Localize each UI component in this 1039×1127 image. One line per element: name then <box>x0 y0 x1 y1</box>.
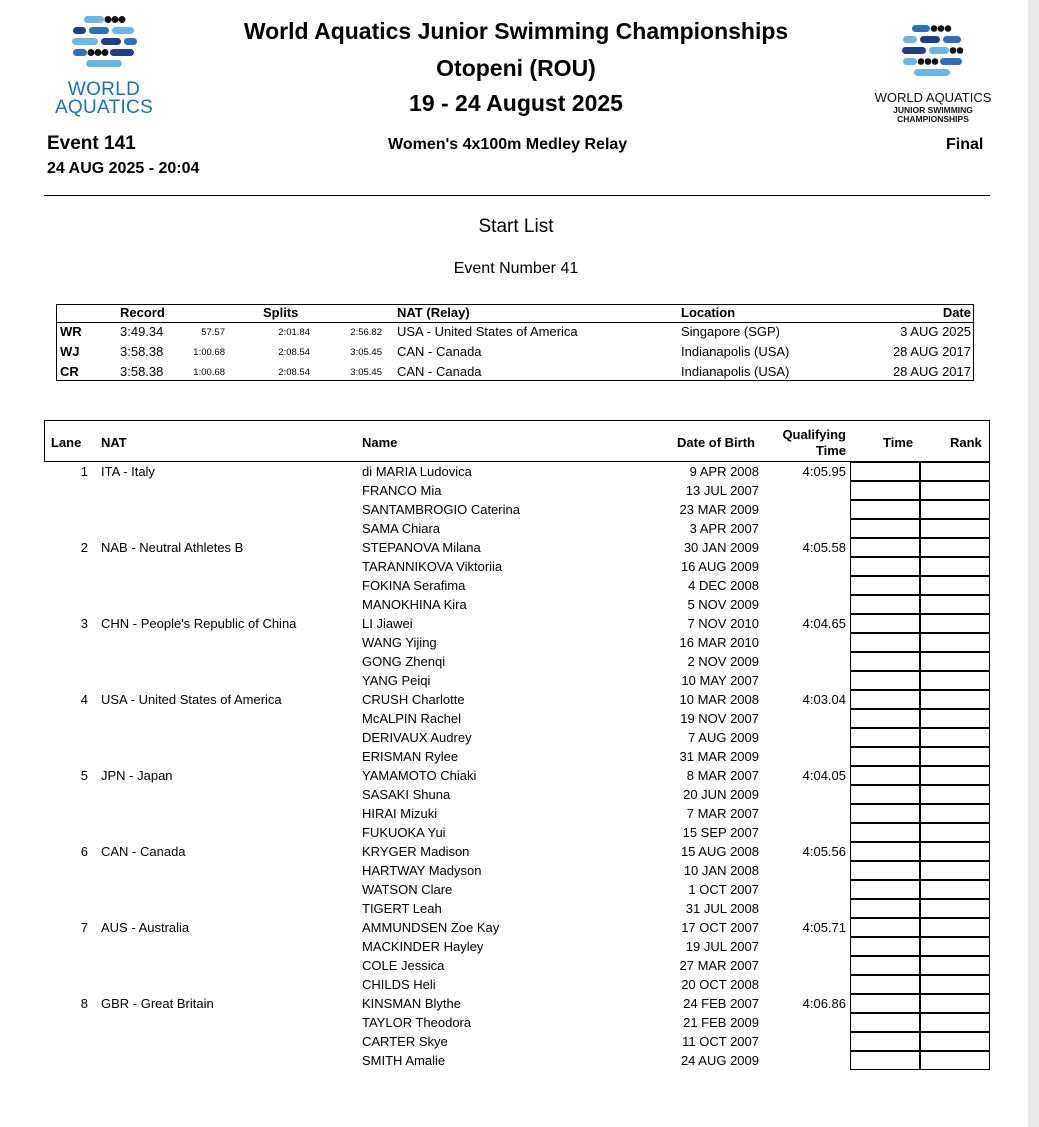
header-rank: Rank <box>950 435 982 450</box>
record-code: WJ <box>60 344 80 359</box>
swimmer-dob: 27 MAR 2007 <box>679 958 759 973</box>
rank-entry-box <box>920 538 990 557</box>
rank-entry-box <box>920 1032 990 1051</box>
records-header-divider <box>57 322 973 323</box>
header-name: Name <box>362 435 398 450</box>
world-aquatics-logo <box>40 12 168 117</box>
swimmer-name: KRYGER Madison <box>362 844 470 859</box>
time-entry-box <box>850 576 920 595</box>
swimmer-name: WATSON Clare <box>362 882 453 897</box>
swimmer-dob: 13 JUL 2007 <box>685 483 759 498</box>
lane-number: 2 <box>80 540 88 555</box>
team-nat: CAN - Canada <box>101 844 186 859</box>
team-nat: NAB - Neutral Athletes B <box>101 540 244 555</box>
swimmer-dob: 20 OCT 2008 <box>681 977 759 992</box>
qualifying-time: 4:05.58 <box>802 540 846 555</box>
time-entry-box <box>850 500 920 519</box>
record-nat: CAN - Canada <box>397 364 482 379</box>
lane-number: 7 <box>80 920 88 935</box>
time-entry-box <box>850 595 920 614</box>
swimmer-dob: 21 FEB 2009 <box>683 1015 759 1030</box>
rank-entry-box <box>920 519 990 538</box>
rank-entry-box <box>920 576 990 595</box>
swimmer-name: SAMA Chiara <box>362 521 441 536</box>
championship-title: World Aquatics Junior Swimming Championships <box>243 18 789 44</box>
team-nat: AUS - Australia <box>101 920 190 935</box>
time-entry-box <box>850 823 920 842</box>
rank-entry-box <box>920 956 990 975</box>
time-entry-box <box>850 557 920 576</box>
table-row <box>44 804 990 823</box>
time-entry-box <box>850 481 920 500</box>
header-qualifying-time: Time <box>815 443 846 458</box>
rank-entry-box <box>920 994 990 1013</box>
rank-entry-box <box>920 861 990 880</box>
record-code: CR <box>60 364 79 379</box>
team-nat: CHN - People's Republic of China <box>101 616 297 631</box>
swimmer-name: CRUSH Charlotte <box>362 692 465 707</box>
table-row <box>44 1032 990 1051</box>
record-location: Singapore (SGP) <box>681 324 780 339</box>
record-time: 3:49.34 <box>120 324 164 339</box>
time-entry-box <box>850 690 920 709</box>
records-header-splits: Splits <box>263 305 299 320</box>
rank-entry-box <box>920 614 990 633</box>
time-entry-box <box>850 709 920 728</box>
swimmer-dob: 5 NOV 2009 <box>687 597 759 612</box>
swimmer-dob: 10 MAY 2007 <box>681 673 759 688</box>
swimmer-name: FRANCO Mia <box>362 483 442 498</box>
qualifying-time: 4:05.56 <box>802 844 846 859</box>
table-row <box>44 690 990 709</box>
table-row <box>44 462 990 481</box>
time-entry-box <box>850 785 920 804</box>
time-entry-box <box>850 842 920 861</box>
record-split-3: 3:05.45 <box>350 347 382 358</box>
swimmer-dob: 15 AUG 2008 <box>680 844 759 859</box>
record-date: 28 AUG 2017 <box>892 364 971 379</box>
swimmer-dob: 8 MAR 2007 <box>686 768 759 783</box>
time-entry-box <box>850 899 920 918</box>
table-row <box>44 576 990 595</box>
swimmer-name: CARTER Skye <box>362 1034 448 1049</box>
swimmer-name: FOKINA Serafima <box>362 578 466 593</box>
swimmer-dob: 16 MAR 2010 <box>679 635 759 650</box>
rank-entry-box <box>920 899 990 918</box>
table-row <box>44 633 990 652</box>
table-row <box>44 595 990 614</box>
swimmer-name: FUKUOKA Yui <box>362 825 446 840</box>
record-time: 3:58.38 <box>120 344 164 359</box>
record-time: 3:58.38 <box>120 364 164 379</box>
swimmer-name: ERISMAN Rylee <box>362 749 459 764</box>
swimmer-dob: 3 APR 2007 <box>689 521 759 536</box>
record-split-1: 1:00.68 <box>193 367 225 378</box>
header-nat: NAT <box>101 435 127 450</box>
swimmer-name: TAYLOR Theodora <box>362 1015 472 1030</box>
event-name: Women's 4x100m Medley Relay <box>388 136 628 153</box>
logo-text-world: WORLD <box>67 79 141 100</box>
swimmer-name: LI Jiawei <box>362 616 413 631</box>
swimmer-dob: 2 NOV 2009 <box>687 654 759 669</box>
time-entry-box <box>850 766 920 785</box>
qualifying-time: 4:05.71 <box>802 920 846 935</box>
records-header-location: Location <box>681 305 736 320</box>
time-entry-box <box>850 462 920 481</box>
time-entry-box <box>850 652 920 671</box>
rank-entry-box <box>920 804 990 823</box>
rank-entry-box <box>920 481 990 500</box>
swimmer-dob: 30 JAN 2009 <box>683 540 759 555</box>
swimmer-name: SANTAMBROGIO Caterina <box>362 502 520 517</box>
time-entry-box <box>850 519 920 538</box>
table-row <box>44 557 990 576</box>
time-entry-box <box>850 614 920 633</box>
table-row <box>44 481 990 500</box>
swimmer-name: CHILDS Heli <box>362 977 436 992</box>
swimmer-dob: 24 FEB 2007 <box>683 996 759 1011</box>
time-entry-box <box>850 538 920 557</box>
header-lane: Lane <box>51 435 82 450</box>
record-split-1: 57.57 <box>201 327 225 338</box>
time-entry-box <box>850 1051 920 1070</box>
time-entry-box <box>850 728 920 747</box>
swimmer-name: MACKINDER Hayley <box>362 939 484 954</box>
record-split-2: 2:08.54 <box>278 367 310 378</box>
swimmer-dob: 7 AUG 2009 <box>688 730 759 745</box>
time-entry-box <box>850 1032 920 1051</box>
team-nat: USA - United States of America <box>101 692 282 707</box>
record-split-2: 2:01.84 <box>278 327 310 338</box>
record-location: Indianapolis (USA) <box>681 344 790 359</box>
rank-entry-box <box>920 880 990 899</box>
start-list-title: Start List <box>478 216 554 237</box>
swimmer-name: YAMAMOTO Chiaki <box>362 768 477 783</box>
table-row <box>44 747 990 766</box>
table-row <box>44 975 990 994</box>
lane-number: 6 <box>80 844 88 859</box>
rank-entry-box <box>920 785 990 804</box>
swimmer-name: COLE Jessica <box>362 958 445 973</box>
header-qualifying: Qualifying <box>782 427 846 442</box>
table-row <box>44 861 990 880</box>
qualifying-time: 4:06.86 <box>802 996 846 1011</box>
swimmer-dob: 10 MAR 2008 <box>679 692 759 707</box>
time-entry-box <box>850 956 920 975</box>
rank-entry-box <box>920 462 990 481</box>
records-header-nat: NAT (Relay) <box>397 305 470 320</box>
swimmer-name: KINSMAN Blythe <box>362 996 461 1011</box>
rank-entry-box <box>920 766 990 785</box>
rank-entry-box <box>920 671 990 690</box>
swimmer-dob: 9 APR 2008 <box>689 464 759 479</box>
swimmer-name: GONG Zhenqi <box>362 654 446 669</box>
rank-entry-box <box>920 709 990 728</box>
world-aquatics-logo-icon <box>70 12 140 74</box>
header-dob: Date of Birth <box>677 435 755 450</box>
event-phase: Final <box>946 136 984 153</box>
swimmer-dob: 10 JAN 2008 <box>683 863 759 878</box>
time-entry-box <box>850 861 920 880</box>
swimmer-name: SMITH Amalie <box>362 1053 446 1068</box>
time-entry-box <box>850 975 920 994</box>
rank-entry-box <box>920 975 990 994</box>
swimmer-dob: 23 MAR 2009 <box>679 502 759 517</box>
rank-entry-box <box>920 557 990 576</box>
time-entry-box <box>850 994 920 1013</box>
table-row <box>44 1013 990 1032</box>
swimmer-name: TIGERT Leah <box>362 901 442 916</box>
swimmer-name: YANG Peiqi <box>362 673 431 688</box>
rank-entry-box <box>920 937 990 956</box>
swimmer-dob: 20 JUN 2009 <box>683 787 759 802</box>
time-entry-box <box>850 633 920 652</box>
team-nat: GBR - Great Britain <box>101 996 214 1011</box>
swimmer-dob: 31 MAR 2009 <box>679 749 759 764</box>
swimmer-dob: 7 MAR 2007 <box>686 806 759 821</box>
event-datetime: 24 AUG 2025 - 20:04 <box>47 160 200 177</box>
swimmer-dob: 24 AUG 2009 <box>680 1053 759 1068</box>
rank-entry-box <box>920 595 990 614</box>
swimmer-name: McALPIN Rachel <box>362 711 461 726</box>
team-nat: JPN - Japan <box>101 768 173 783</box>
swimmer-name: WANG Yijing <box>362 635 437 650</box>
swimmer-dob: 17 OCT 2007 <box>681 920 759 935</box>
records-header-record: Record <box>120 305 165 320</box>
swimmer-dob: 31 JUL 2008 <box>685 901 759 916</box>
event-number-line: Event Number 41 <box>453 260 579 277</box>
rank-entry-box <box>920 500 990 519</box>
rank-entry-box <box>920 842 990 861</box>
junior-championships-logo <box>862 22 1004 126</box>
event-number: Event 141 <box>47 133 136 154</box>
logo-text-aquatics: AQUATICS <box>54 97 154 118</box>
swimmer-name: TARANNIKOVA Viktoriia <box>362 559 503 574</box>
record-split-3: 2:56.82 <box>350 327 382 338</box>
swimmer-name: di MARIA Ludovica <box>362 464 472 479</box>
rank-entry-box <box>920 728 990 747</box>
record-split-2: 2:08.54 <box>278 347 310 358</box>
rank-entry-box <box>920 1013 990 1032</box>
table-row <box>44 842 990 861</box>
swimmer-name: HARTWAY Madyson <box>362 863 482 878</box>
swimmer-name: AMMUNDSEN Zoe Kay <box>362 920 500 935</box>
table-row <box>44 823 990 842</box>
lane-number: 8 <box>80 996 88 1011</box>
swimmer-name: STEPANOVA Milana <box>362 540 481 555</box>
rank-entry-box <box>920 823 990 842</box>
table-row <box>44 918 990 937</box>
record-date: 3 AUG 2025 <box>900 324 971 339</box>
table-row <box>44 937 990 956</box>
table-row <box>44 766 990 785</box>
swimmer-dob: 7 NOV 2010 <box>687 616 759 631</box>
record-date: 28 AUG 2017 <box>892 344 971 359</box>
qualifying-time: 4:03.04 <box>802 692 846 707</box>
logo-text-world-aquatics: WORLD AQUATICS <box>874 90 992 105</box>
record-nat: USA - United States of America <box>397 324 578 339</box>
startlist-header <box>44 420 990 462</box>
time-entry-box <box>850 671 920 690</box>
swimmer-dob: 15 SEP 2007 <box>682 825 759 840</box>
swimmer-name: HIRAI Mizuki <box>362 806 438 821</box>
rank-entry-box <box>920 918 990 937</box>
swimmer-dob: 19 NOV 2007 <box>680 711 759 726</box>
lane-number: 3 <box>80 616 88 631</box>
swimmer-name: MANOKHINA Kira <box>362 597 467 612</box>
records-header-date: Date <box>942 305 971 320</box>
table-row <box>44 500 990 519</box>
table-row <box>44 994 990 1013</box>
time-entry-box <box>850 880 920 899</box>
junior-championships-logo-icon <box>900 22 966 84</box>
swimmer-dob: 19 JUL 2007 <box>685 939 759 954</box>
table-row <box>44 728 990 747</box>
record-split-3: 3:05.45 <box>350 367 382 378</box>
swimmer-dob: 16 AUG 2009 <box>680 559 759 574</box>
qualifying-time: 4:04.05 <box>802 768 846 783</box>
swimmer-name: SASAKI Shuna <box>362 787 451 802</box>
table-row <box>44 709 990 728</box>
venue-title: Otopeni (ROU) <box>436 55 596 81</box>
time-entry-box <box>850 804 920 823</box>
table-row <box>44 614 990 633</box>
lane-number: 5 <box>80 768 88 783</box>
team-nat: ITA - Italy <box>101 464 155 479</box>
swimmer-dob: 1 OCT 2007 <box>688 882 759 897</box>
table-row <box>44 652 990 671</box>
rank-entry-box <box>920 1051 990 1070</box>
time-entry-box <box>850 1013 920 1032</box>
qualifying-time: 4:04.65 <box>802 616 846 631</box>
record-code: WR <box>60 324 82 339</box>
header-divider <box>44 195 990 196</box>
table-row <box>44 785 990 804</box>
rank-entry-box <box>920 690 990 709</box>
table-row <box>44 519 990 538</box>
time-entry-box <box>850 937 920 956</box>
time-entry-box <box>850 918 920 937</box>
record-split-1: 1:00.68 <box>193 347 225 358</box>
lane-number: 1 <box>80 464 88 479</box>
time-entry-box <box>850 747 920 766</box>
rank-entry-box <box>920 747 990 766</box>
lane-number: 4 <box>80 692 88 707</box>
logo-text-junior-swimming: JUNIOR SWIMMING <box>893 105 973 115</box>
table-row <box>44 899 990 918</box>
swimmer-dob: 11 OCT 2007 <box>682 1034 759 1049</box>
rank-entry-box <box>920 633 990 652</box>
swimmer-dob: 4 DEC 2008 <box>688 578 759 593</box>
table-row <box>44 956 990 975</box>
rank-entry-box <box>920 652 990 671</box>
table-row <box>44 671 990 690</box>
header-time: Time <box>883 435 914 450</box>
dates-title: 19 - 24 August 2025 <box>409 90 623 116</box>
table-row <box>44 1051 990 1070</box>
logo-text-championships: CHAMPIONSHIPS <box>897 114 969 124</box>
swimmer-name: DERIVAUX Audrey <box>362 730 472 745</box>
qualifying-time: 4:05.95 <box>802 464 846 479</box>
table-row <box>44 880 990 899</box>
table-row <box>44 538 990 557</box>
record-location: Indianapolis (USA) <box>681 364 790 379</box>
record-nat: CAN - Canada <box>397 344 482 359</box>
